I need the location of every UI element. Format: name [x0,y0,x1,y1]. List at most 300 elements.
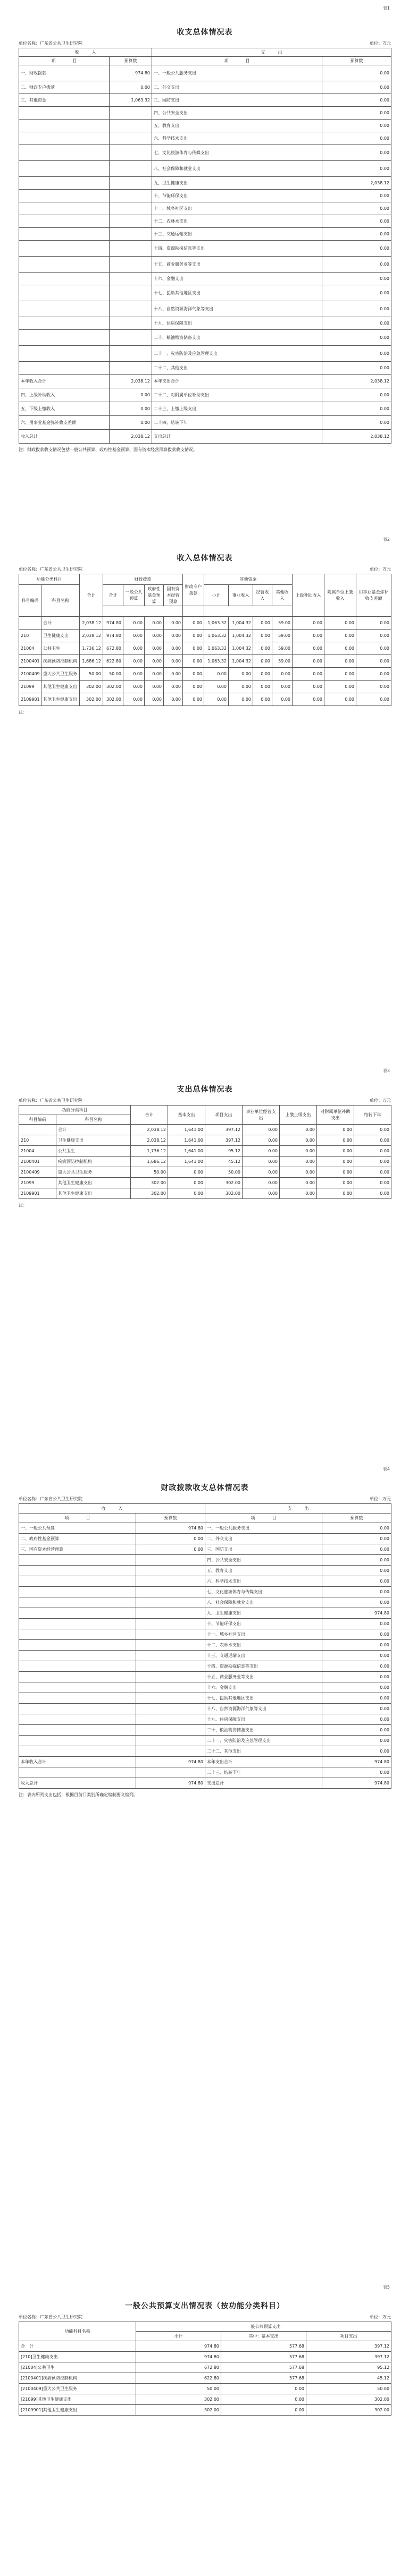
table-row [19,177,391,190]
table-cell [19,132,110,145]
table-cell: 0.00 [280,1146,317,1157]
table-cell: 八、社会保障和就业支出 [152,161,322,177]
table-cell [110,285,152,301]
table-row [19,1619,391,1629]
table-cell: 0.00 [317,1135,354,1146]
spacer [204,606,293,617]
table-cell: 21004 [19,642,41,655]
table-cell: 302.00 [131,1188,168,1199]
table-cell: 45.12 [306,2373,391,2384]
table-cell: 二、政府性基金预算 [19,1534,136,1544]
func-header: 功能分类科目 [19,1106,131,1115]
table-row [19,693,391,706]
table-cell: 59.00 [272,630,293,642]
table-cell: 0.00 [253,655,272,668]
meta-row [19,40,391,48]
other-sub: 其他收入 [272,585,293,606]
table-row [19,1146,391,1157]
table-cell: 0.00 [110,416,152,430]
table-cell [19,1555,136,1566]
table-cell [110,301,152,317]
table-cell: 十八、自然资源海洋气象等支出 [152,301,322,317]
table-cell: 2109901 [19,693,41,706]
table-row [19,1725,391,1736]
table-cell: 622.80 [103,655,123,668]
table-row [19,346,391,362]
table-cell: 0.00 [324,693,356,706]
table-cell [136,1693,205,1704]
table-cell: 五、教育支出 [152,120,322,132]
table-cell: 1,004.32 [229,630,253,642]
page-number: 表3 [382,1068,390,1073]
table-row [19,655,391,668]
table-cell [19,330,110,346]
table-cell: 50.00 [103,668,123,681]
expense-header: 支 出 [152,48,391,57]
table-cell: 577.68 [221,2341,306,2352]
table-cell: 卫生健康支出 [56,1135,131,1146]
table-cell [19,215,110,228]
table-cell: 1,641.00 [168,1125,205,1135]
table-row [19,1778,391,1789]
table-cell: 2,038.12 [80,617,103,630]
expense-header: 支 出 [205,1504,391,1514]
table-cell: 0.00 [354,1167,391,1178]
table-cell: 十一、城乡社区支出 [152,202,322,215]
table-cell [19,1640,136,1651]
table-cell: 95.12 [306,2362,391,2373]
table-cell: 十九、住房保障支出 [152,317,322,330]
table-row [19,1714,391,1725]
table-row [19,1534,391,1544]
table-cell: 其他卫生健康支出 [56,1178,131,1188]
table-cell: 1,736.12 [131,1146,168,1157]
table-cell: 六、科学技术支出 [205,1576,322,1587]
table-cell: 0.00 [322,1767,391,1778]
table-cell: 收入总计 [19,430,110,444]
table-cell: 0.00 [322,257,391,273]
unit-name: 单位名称：广东省公共卫生研究院 [19,41,82,46]
table-row [19,81,391,94]
table-row [19,1672,391,1682]
table-cell: 0.00 [322,94,391,107]
table-row [19,285,391,301]
table-row [19,120,391,132]
table-cell: 十、节能环保支出 [205,1619,322,1629]
table-cell [19,1661,136,1672]
table-cell: 2,038.12 [131,1125,168,1135]
table-cell: 0.00 [243,1135,280,1146]
table-cell [19,1672,136,1682]
table-cell: 50.00 [205,1167,243,1178]
table-cell: 三、国防支出 [205,1544,322,1555]
table-cell: 二十、粮油物资储备支出 [152,330,322,346]
fin-sub: 一般公共预算 [123,585,145,606]
table-cell [136,1555,205,1566]
income-expense-table [19,48,391,444]
lower-header: 附属单位上缴收入 [324,574,356,617]
table-note: 注：财政拨款收支情况包括一般公共预算、政府性基金预算、国有资本经营预算拨款收支情况。 [19,447,197,452]
doc-title: 财政拨款收支总体情况表 [161,1484,249,1492]
table-cell: 0.00 [145,617,164,630]
table-cell [110,362,152,375]
doc-title: 一般公共预算支出情况表（按功能分类科目） [125,2302,285,2310]
table-row [19,416,391,430]
table-cell: 二十三、上缴上级支出 [152,402,322,416]
table-cell: 其他卫生健康支出 [56,1188,131,1199]
table-cell [19,1746,136,1757]
table-cell: 210 [19,630,41,642]
table-cell: 0.00 [280,1188,317,1199]
other-sub: 小计 [204,585,229,606]
table-cell: 974.80 [136,1757,205,1767]
table-cell [110,177,152,190]
table-note: 注：表内所列支出包括：根据目前门类别所确定编制要义编列。 [19,1792,138,1797]
table-cell: 0.00 [322,1534,391,1544]
table-cell: 二十一、灾害防治及应急管理支出 [205,1736,322,1746]
table-cell: 0.00 [221,2384,306,2394]
table-cell: 公共卫生 [56,1146,131,1157]
table-cell: 0.00 [164,630,183,642]
spacer [103,606,183,617]
meta-row [19,566,391,574]
table-cell: 0.00 [354,1146,391,1157]
table-cell: 302.00 [131,1178,168,1188]
table-cell: 0.00 [145,668,164,681]
table-cell: 公共卫生 [41,642,80,655]
table-cell: 1,004.32 [229,617,253,630]
table-cell [110,161,152,177]
table-cell [19,1704,136,1714]
table-cell: 十二、农林水支出 [205,1640,322,1651]
table-cell: 0.00 [322,1682,391,1693]
table-row [19,402,391,416]
table-cell: 1,641.00 [168,1135,205,1146]
table-cell: 0.00 [272,668,293,681]
table-cell [110,330,152,346]
table-cell: 六、科学技术支出 [152,132,322,145]
table-cell: 0.00 [123,681,145,693]
table-cell: 0.00 [322,388,391,402]
table-cell: 二十一、灾害防治及应急管理支出 [152,346,322,362]
table-cell [19,120,110,132]
table-cell: 0.00 [253,642,272,655]
table-cell: 50.00 [80,668,103,681]
table-cell: [2109901]其他卫生健康支出 [19,2405,136,2416]
income-table [19,574,391,706]
table-cell: 0.00 [183,630,204,642]
table-cell: 45.12 [205,1157,243,1167]
table-cell: 0.00 [145,642,164,655]
table-cell [110,132,152,145]
meta-row [19,2314,391,2322]
doc-title: 支出总体情况表 [177,1085,233,1094]
table-cell: 九、卫生健康支出 [152,177,322,190]
table-cell [136,1597,205,1608]
table-cell: 0.00 [136,1544,205,1555]
table-cell [19,177,110,190]
col-header: 项目支出 [205,1106,243,1125]
table-row [19,2352,391,2362]
table-cell [110,202,152,215]
table-cell: 974.80 [103,617,123,630]
table-cell: 0.00 [123,630,145,642]
table-cell: 十六、金融支出 [152,273,322,285]
table-cell: 0.00 [317,1157,354,1167]
table-cell: 0.00 [123,693,145,706]
table-row [19,375,391,388]
total-header: 小计 [136,2332,221,2341]
table-cell: 1,641.00 [168,1146,205,1157]
page-number: 表5 [382,2285,390,2290]
page-number: 表1 [382,6,390,11]
table-row [19,1555,391,1566]
table-cell: 0.00 [293,668,324,681]
table-row [19,132,391,145]
table-cell: 577.68 [221,2373,306,2384]
table-cell [19,1608,136,1619]
table-cell: 0.00 [229,681,253,693]
table-row [19,228,391,241]
table-cell [19,317,110,330]
table-cell: 0.00 [322,120,391,132]
table-cell [136,1576,205,1587]
table-cell: 0.00 [356,617,391,630]
table-row [19,2405,391,2416]
table-cell [19,1767,136,1778]
table-cell [110,215,152,228]
table-cell [19,257,110,273]
table-cell: 2,038.12 [322,430,391,444]
meta-row [19,1098,391,1105]
table-cell: 0.00 [293,681,324,693]
table-row [19,145,391,161]
page-1 [19,5,391,453]
table-cell: 672.80 [103,642,123,655]
table-cell [19,1619,136,1629]
table-row [19,1167,391,1178]
table-row [19,2373,391,2384]
table-cell: 二、财政专户拨款 [19,81,110,94]
page-number: 表2 [382,537,390,542]
budget-col: 预算数 [110,57,152,65]
table-row [19,617,391,630]
table-cell: 0.00 [229,693,253,706]
fin-header: 财政拨款 [103,574,183,585]
table-cell: 七、文化旅游体育与传媒支出 [205,1587,322,1597]
table-row [19,1704,391,1714]
table-cell: 302.00 [80,681,103,693]
table-cell: 七、文化旅游体育与传媒支出 [152,145,322,161]
table-cell: 1,686.12 [131,1157,168,1167]
table-cell: 0.00 [354,1125,391,1135]
table-cell: 0.00 [322,1693,391,1704]
table-cell [110,273,152,285]
table-cell: 2100409 [19,668,41,681]
table-cell: 0.00 [183,681,204,693]
table-cell [110,241,152,257]
table-cell [136,1746,205,1757]
table-cell: 收入总计 [19,1778,136,1789]
income-header: 收 入 [19,1504,205,1514]
table-cell: 二、外交支出 [152,81,322,94]
table-cell: 二、外交支出 [205,1534,322,1544]
table-cell: 0.00 [164,617,183,630]
table-cell: 59.00 [272,642,293,655]
table-cell: 0.00 [354,1178,391,1188]
table-cell: 0.00 [356,655,391,668]
col-header: 对附属单位补助支出 [317,1106,354,1125]
table-cell: 2,038.12 [110,375,152,388]
table-cell: 974.80 [136,1523,205,1534]
table-cell: 302.00 [80,693,103,706]
table-cell: 0.00 [204,668,229,681]
table-cell: 0.00 [145,630,164,642]
table-cell: 0.00 [322,190,391,202]
special-header: 财政专户拨款 [183,574,204,606]
table-cell: [210]卫生健康支出 [19,2352,136,2362]
table-cell: 2,038.12 [131,1135,168,1146]
table-cell: 0.00 [322,416,391,430]
table-row [19,94,391,107]
table-row [19,161,391,177]
table-cell [19,161,110,177]
table-cell: 0.00 [322,1640,391,1651]
table-cell: 0.00 [354,1188,391,1199]
table-cell: 1,063.32 [110,94,152,107]
table-cell: 其他卫生健康支出 [41,693,80,706]
table-cell: 0.00 [322,402,391,416]
table-cell: 本年收入合计 [19,375,110,388]
table-row [19,1587,391,1597]
table-cell: 0.00 [293,617,324,630]
table-row [19,2394,391,2405]
table-cell [110,120,152,132]
table-cell: 0.00 [322,301,391,317]
table-cell: 0.00 [322,1523,391,1534]
table-cell: 0.00 [322,285,391,301]
table-cell: 0.00 [110,388,152,402]
table-cell: 0.00 [322,362,391,375]
table-cell: 合 计 [19,2341,136,2352]
table-cell: 重大公共卫生服务 [56,1167,131,1178]
table-row [19,630,391,642]
unit-label: 单位：万元 [370,2315,391,2319]
table-cell: 0.00 [324,655,356,668]
table-row [19,668,391,681]
table-row [19,241,391,257]
table-cell: 三、国有资本经营预算 [19,1544,136,1555]
func-header: 功能分类科目 [19,574,80,585]
table-cell: 0.00 [253,681,272,693]
table-row [19,1188,391,1199]
table-cell [136,1682,205,1693]
unit-label: 单位：万元 [370,567,391,572]
table-cell: 0.00 [322,1651,391,1661]
table-cell: 577.68 [221,2362,306,2373]
unit-name: 单位名称：广东省公共卫生研究院 [19,1098,82,1103]
table-cell: 974.80 [322,1757,391,1767]
table-cell: 六、用事业基金弥补收支差额 [19,416,110,430]
table-cell: 0.00 [136,1534,205,1544]
table-cell: 302.00 [205,1188,243,1199]
table-cell: 三、国防支出 [152,94,322,107]
page-4 [19,1466,391,1798]
table-cell: 0.00 [322,241,391,257]
table-cell [19,285,110,301]
table-cell: 2109901 [19,1188,56,1199]
table-cell [19,1693,136,1704]
table-row [19,1736,391,1746]
table-row [19,2362,391,2373]
table-cell [19,1651,136,1661]
unit-label: 单位：万元 [370,41,391,46]
table-cell [19,273,110,285]
table-cell [110,257,152,273]
table-row [19,1135,391,1146]
table-cell: 1,686.12 [80,655,103,668]
table-row [19,430,391,444]
table-cell: 二十三、结转下年 [205,1767,322,1778]
table-row [19,215,391,228]
item-col: 项 目 [19,1514,136,1523]
table-note: 注： [19,1203,27,1208]
table-cell: 0.00 [145,681,164,693]
table-note: 注： [19,710,27,715]
table-cell [19,202,110,215]
table-cell: 其他卫生健康支出 [41,681,80,693]
table-cell: 支出总计 [152,430,322,444]
fin-sub: 政府性基金预算 [145,585,164,606]
table-cell: 重大公共卫生服务 [41,668,80,681]
table-cell: 2,038.12 [110,430,152,444]
table-cell: 0.00 [123,655,145,668]
table-cell: 五、教育支出 [205,1566,322,1576]
table-cell: 0.00 [253,693,272,706]
table-cell: 59.00 [272,617,293,630]
table-cell: 50.00 [131,1167,168,1178]
table-cell: 0.00 [293,630,324,642]
table-cell: 397.12 [205,1125,243,1135]
table-row [19,388,391,402]
table-row [19,1767,391,1778]
table-cell: 0.00 [164,655,183,668]
table-cell [110,228,152,241]
table-cell [19,145,110,161]
doc-title: 收入总体情况表 [177,554,233,563]
other-header: 其他资金 [204,574,293,585]
table-cell: 974.80 [322,1778,391,1789]
table-cell: 0.00 [317,1178,354,1188]
table-cell: 0.00 [322,1661,391,1672]
table-cell: 十二、农林水支出 [152,215,322,228]
table-cell [110,346,152,362]
page-2 [19,537,391,715]
unit-name: 单位名称：广东省公共卫生研究院 [19,2315,82,2319]
proj-header: 项目支出 [306,2332,391,2341]
table-cell: 0.00 [322,202,391,215]
fin-income-expense-table [19,1503,391,1789]
table-row [19,273,391,285]
table-cell: 1,736.12 [80,642,103,655]
table-cell: 支出总计 [205,1778,322,1789]
name-header: 科目名称 [56,1115,131,1125]
table-cell: 一、一般公共服务支出 [152,65,322,81]
table-cell: 0.00 [183,668,204,681]
table-cell: 0.00 [317,1146,354,1157]
table-cell: 302.00 [306,2405,391,2416]
table-cell: 1,004.32 [229,642,253,655]
